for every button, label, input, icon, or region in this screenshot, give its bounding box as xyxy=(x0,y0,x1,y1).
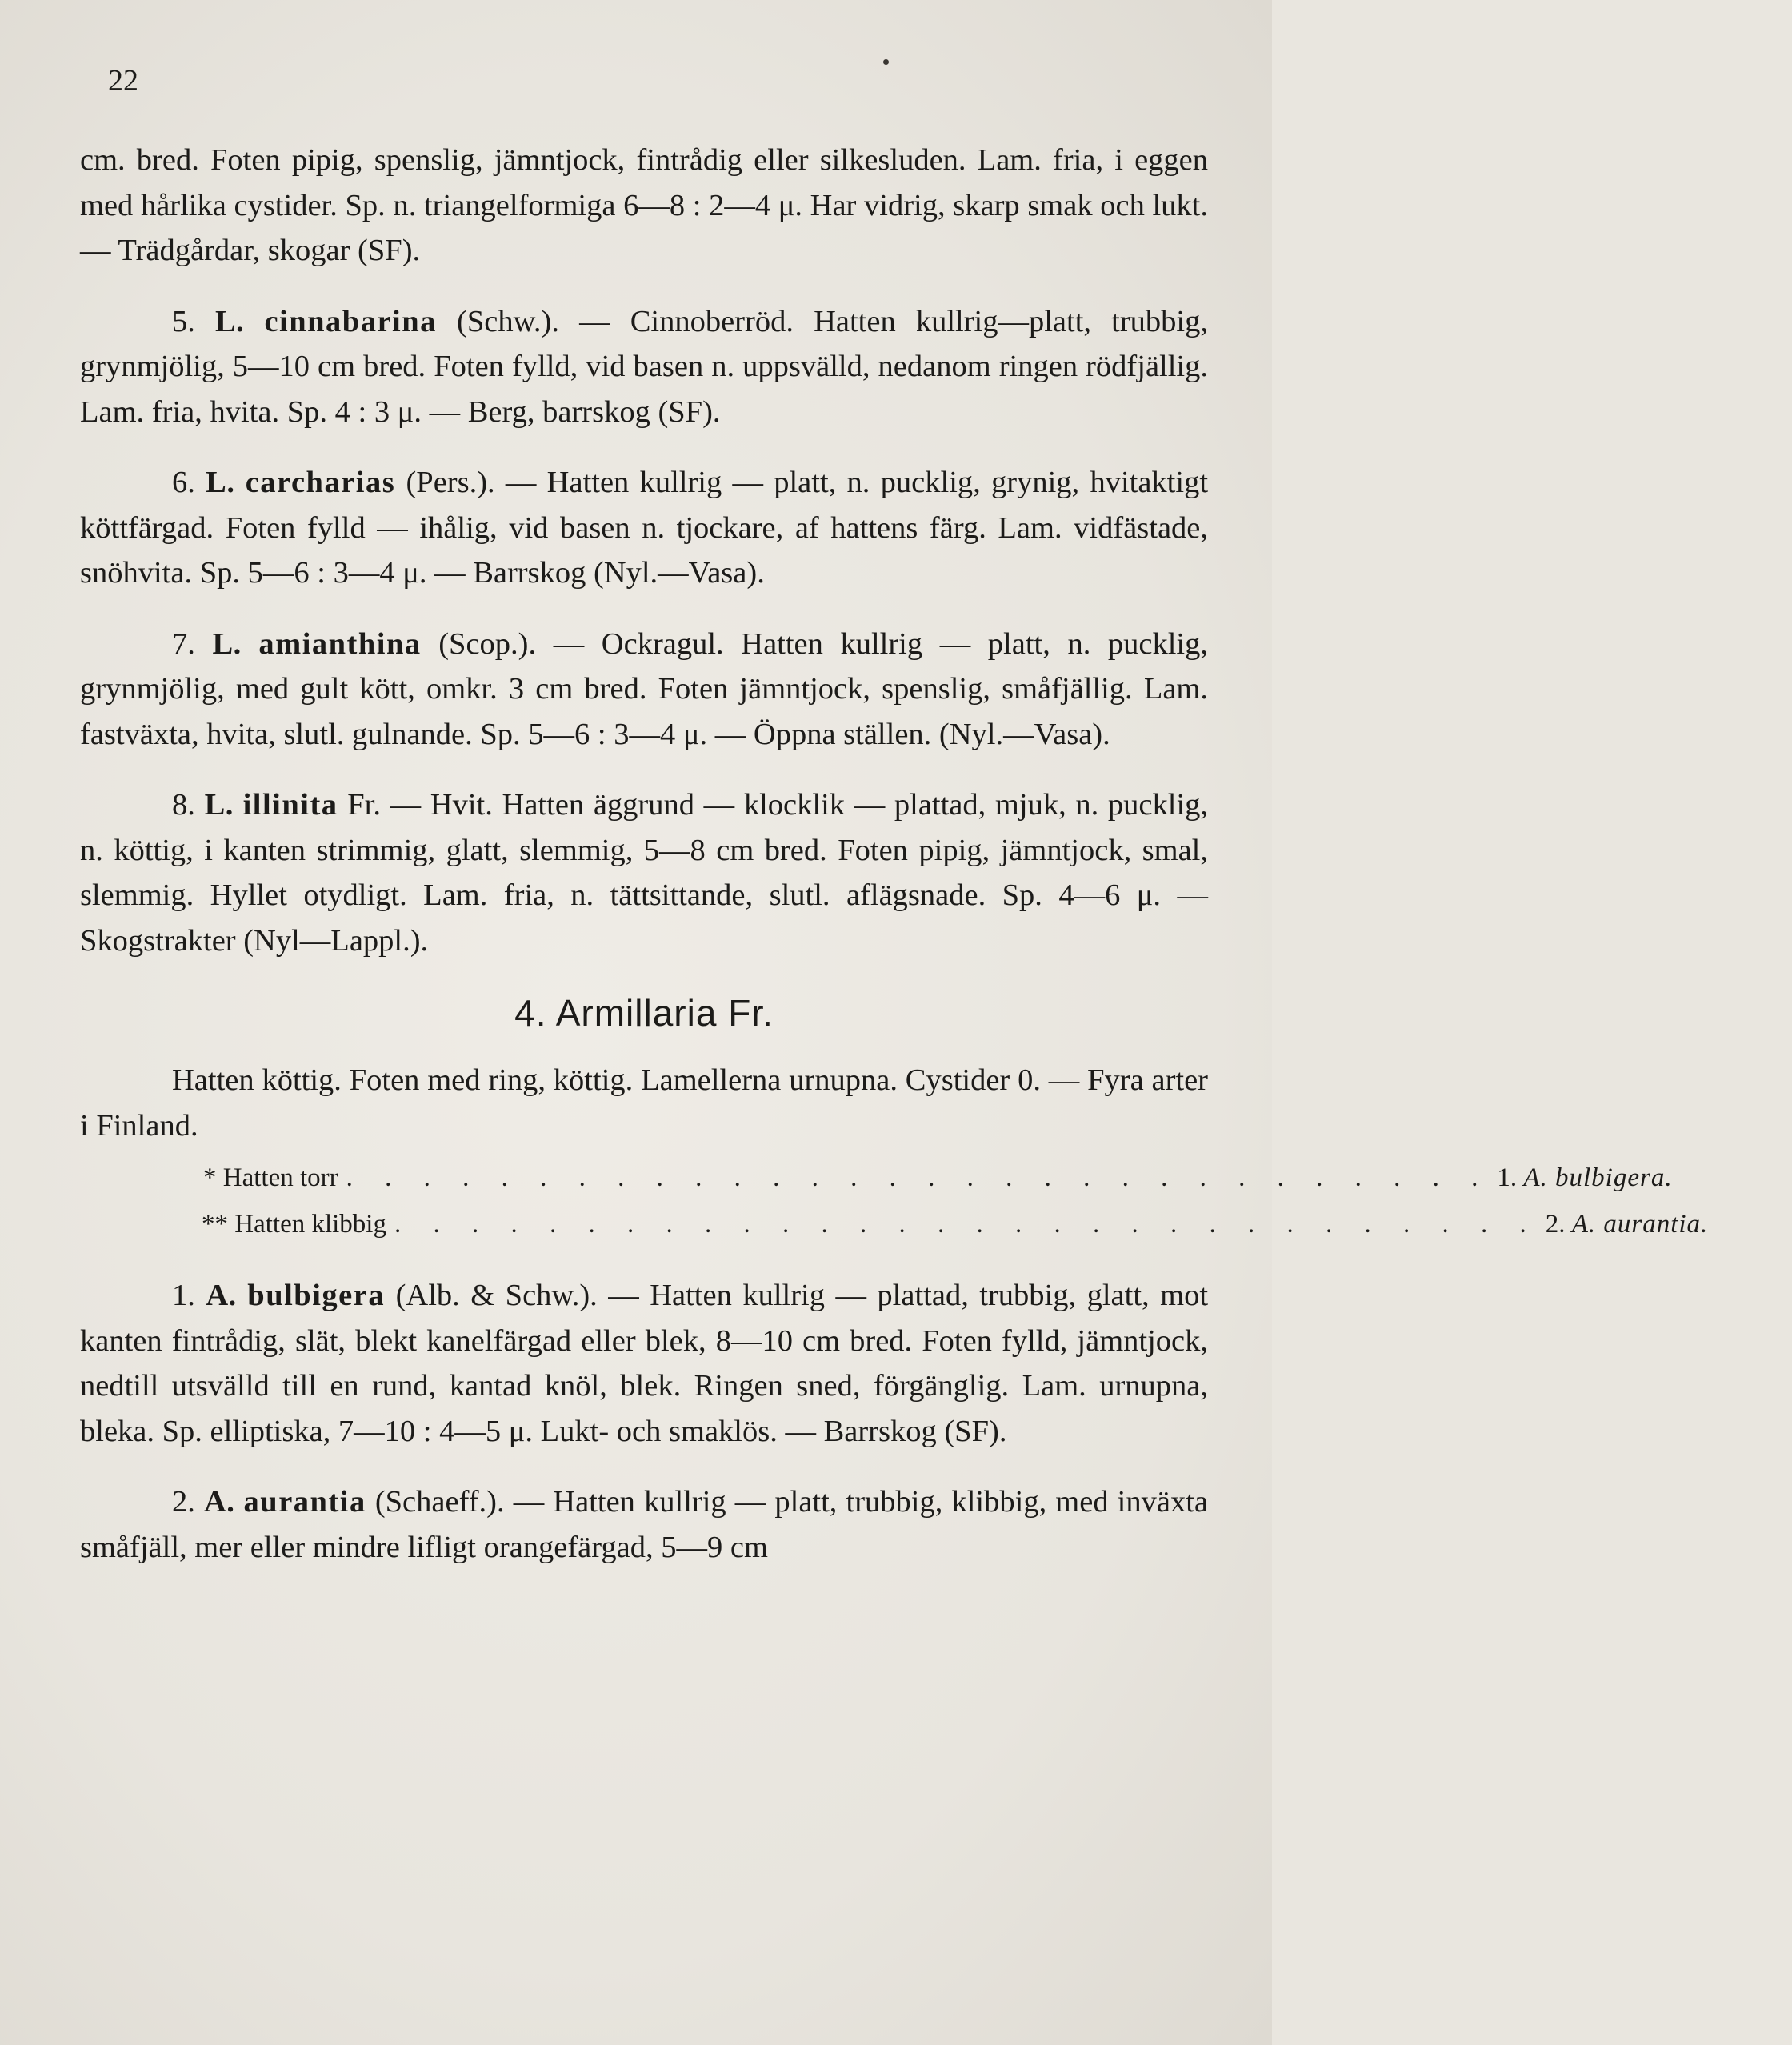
entry-description: (Schw.). — Cinnoberröd. Hatten kullrig—platt, trubbig, grynmjölig, 5—10 cm bred. Foten fylld, vid basen n. uppsvälld, nedanom ringen rödfjällig. Lam. fria, hvita. Sp. 4 : 3 μ. — Berg, barrskog (SF). xyxy=(80,304,1208,429)
species-name: illinita xyxy=(242,788,338,822)
genus-abbrev: L. xyxy=(204,788,234,822)
entry-description: (Pers.). — Hatten kullrig — platt, n. pucklig, grynig, hvitaktigt köttfärgad. Foten fylld — ihålig, vid basen n. tjockare, af hattens färg. Lam. vidfästade, snöhvita. Sp. 5—6 : 3—4 μ. — Barrskog (Nyl.—Vasa). xyxy=(80,466,1209,590)
page-body xyxy=(80,138,1709,1595)
species-key xyxy=(80,1155,1709,1247)
entry-number: 7. xyxy=(172,626,195,661)
species-name: aurantia xyxy=(243,1485,366,1519)
key-result xyxy=(1490,1155,1756,1201)
key-row xyxy=(80,1201,1709,1247)
key-row xyxy=(80,1155,1673,1201)
page-number: 22 xyxy=(108,64,138,98)
key-result-name: A. aurantia. xyxy=(1571,1210,1709,1239)
entry-description: Fr. — Hvit. Hatten äggrund — klocklik — plattad, mjuk, n. pucklig, n. köttig, i kanten strimmig, glatt, slemmig, 5—8 cm bred. Foten pipig, jämntjock, smal, slemmig. Hyllet otydligt. Lam. fria, n. tättsittande, slutl. aflägsnade. Sp. 4—6 μ. — Skogstrakter (Nyl—Lappl.). xyxy=(80,788,1209,958)
key-result xyxy=(1539,1201,1792,1247)
key-label: ** Hatten klibbig xyxy=(202,1210,386,1239)
entry-description: (Schaeff.). — Hatten kullrig — platt, trubbig, klibbig, med inväxta småfjäll, mer eller mindre lifligt orangefärgad, 5—9 cm xyxy=(80,1485,1209,1564)
entry-number: 8. xyxy=(172,788,195,822)
entry-lepiota-cinnabarina xyxy=(80,299,1208,435)
entry-continuation: cm. bred. Foten pipig, spenslig, jämntjock, fintrådig eller silkesluden. Lam. fria, i eggen med hårlika cystider. Sp. n. triangelformiga 6—8 : 2—4 μ. Har vidrig, skarp smak och lukt. — Trädgårdar, skogar (SF). xyxy=(80,143,1208,267)
section-heading-armillaria: 4. Armillaria Fr. xyxy=(514,992,774,1034)
key-label: * Hatten torr xyxy=(203,1163,338,1192)
section-intro: Hatten köttig. Foten med ring, köttig. Lamellerna urnupna. Cystider 0. — Fyra arter i Finland. xyxy=(80,1063,1208,1143)
species-name: amianthina xyxy=(258,626,422,661)
entry-number: 1. xyxy=(172,1279,195,1312)
species-name: carcharias xyxy=(245,466,396,499)
entry-number: 6. xyxy=(172,466,195,499)
genus-abbrev: A. xyxy=(206,1279,237,1312)
entry-description: (Alb. & Schw.). — Hatten kullrig — plattad, trubbig, glatt, mot kanten fintrådig, slät, blekt kanelfärgad eller blek, 8—10 cm bred. Foten fylld, jämntjock, nedtill utsvälld till en rund, kantad knöl, blek. Ringen sned, förgänglig. Lam. urnupna, bleka. Sp. elliptiska, 7—10 : 4—5 μ. Lukt- och smaklös. — Barrskog (SF). xyxy=(80,1279,1209,1448)
entry-armillaria-aurantia xyxy=(80,1479,1208,1570)
key-result-number: 2. xyxy=(1545,1210,1566,1239)
entry-description: (Scop.). — Ockragul. Hatten kullrig — platt, n. pucklig, grynmjölig, med gult kött, omkr. 3 cm bred. Foten jämntjock, spenslig, småfjällig. Lam. fastväxta, hvita, slutl. gulnande. Sp. 5—6 : 3—4 μ. — Öppna ställen. (Nyl.—Vasa). xyxy=(80,626,1209,751)
genus-abbrev: L. xyxy=(212,626,242,661)
ink-speck xyxy=(883,59,889,65)
entry-number: 5. xyxy=(172,304,195,338)
dot-leader: . . . . . . . . . . . . . . . . . . . . . . . . . . . . . . xyxy=(394,1210,1539,1239)
entry-lepiota-carcharias xyxy=(80,460,1208,596)
genus-abbrev: A. xyxy=(203,1485,235,1519)
genus-abbrev: L. xyxy=(215,304,245,338)
entry-number: 2. xyxy=(172,1485,195,1519)
species-name: cinnabarina xyxy=(264,304,437,338)
genus-abbrev: L. xyxy=(206,466,235,499)
entry-armillaria-bulbigera xyxy=(80,1273,1208,1454)
key-result-number: 1. xyxy=(1497,1163,1518,1192)
dot-leader: . . . . . . . . . . . . . . . . . . . . . . . . . . . . . . xyxy=(346,1163,1491,1192)
species-name: bulbigera xyxy=(247,1279,386,1312)
key-result-name: A. bulbigera. xyxy=(1523,1163,1673,1192)
entry-lepiota-illinita xyxy=(80,782,1208,963)
entry-lepiota-amianthina xyxy=(80,622,1208,758)
